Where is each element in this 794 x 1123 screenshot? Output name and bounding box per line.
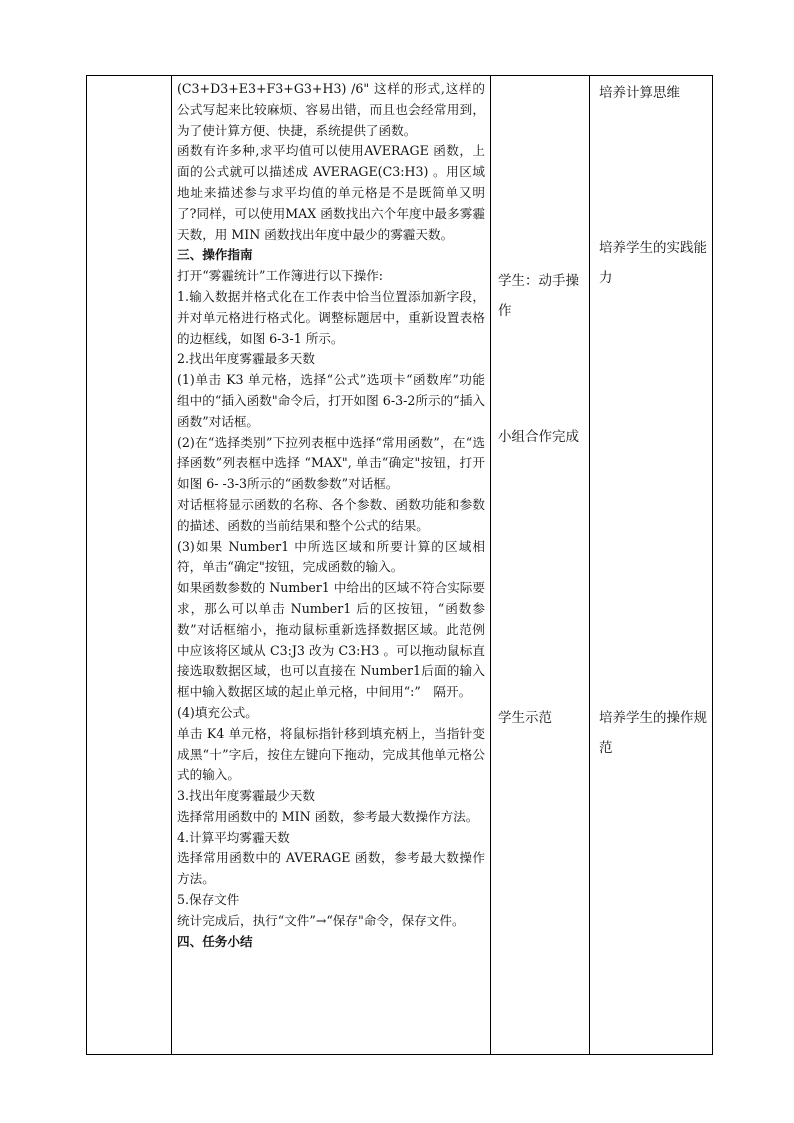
design-intent-column <box>590 76 712 1054</box>
paragraph: 2.找出年度雾霾最多天数 <box>177 351 315 367</box>
paragraph: (4)填充公式。 <box>177 704 258 720</box>
intent-operation-standard: 培养学生的操作规范 <box>599 710 707 756</box>
paragraph: 1.输入数据并格式化在工作表中恰当位置添加新字段，并对单元格进行格式化。调整标题居中，重新设置表格的边框线，如图 6-3-1 所示。 <box>177 288 485 346</box>
paragraph: 5.保存文件 <box>177 892 240 908</box>
intent-computational-thinking: 培养计算思维 <box>599 85 680 101</box>
lesson-plan-table <box>86 75 713 1055</box>
activity-hands-on: 学生：动手操作 <box>498 273 579 319</box>
table-row <box>87 76 713 1055</box>
paragraph: (1)单击 K3 单元格，选择“公式”选项卡“函数库”功能组中的“插入函数"命令后，打开如图 6-3-2所示的“插入函数”对话框。 <box>177 372 485 429</box>
paragraph: (C3+D3+E3+F3+G3+H3) /6" 这样的形式,这样的公式写起来比较麻烦、容易出错，而且也会经常用到，为了使计算方便、快捷，系统提供了函数。 <box>177 81 485 138</box>
activity-group-work: 小组合作完成 <box>498 429 579 445</box>
intent-practical-ability: 培养学生的实践能力 <box>599 240 707 286</box>
paragraph: 打开“雾霾统计”工作簿进行以下操作: <box>177 268 384 284</box>
section-heading: 三、操作指南 <box>177 247 253 263</box>
paragraph: (3)如果 Number1 中所选区域和所要计算的区域相符，单击“确定"按钮，完成函数的输入。 <box>177 538 485 575</box>
student-activity-column <box>491 76 589 1054</box>
paragraph: 选择常用函数中的 MIN 函数，参考最大数操作方法。 <box>177 808 479 824</box>
paragraph: 统计完成后，执行“文件”→“保存"命令，保存文件。 <box>177 912 465 928</box>
paragraph: (2)在“选择类别”下拉列表框中选择“常用函数”，在“选择函数”列表框中选择 “MAX", 单击“确定"按钮，打开如图 6- -3-3所示的“函数参数”对话框。 <box>177 434 485 492</box>
paragraph: 对话框将显示函数的名称、各个参数、函数功能和参数的描述、函数的当前结果和整个公式的结果。 <box>177 496 485 533</box>
blank-cell <box>87 76 172 1055</box>
paragraph: 4.计算平均雾霾天数 <box>177 829 290 845</box>
paragraph: 选择常用函数中的 AVERAGE 函数，参考最大数操作方法。 <box>177 850 485 887</box>
section-heading: 四、任务小结 <box>177 933 253 949</box>
paragraph: 函数有许多种,求平均值可以使用AVERAGE 函数，上面的公式就可以描述成 AVERAGE(C3:H3) 。用区域地址来描述参与求平均值的单元格是不是既简单又明了?同样，可以使用MAX 函数找出六个年度中最多雾霾天数，用 MIN 函数找出年度中最少的雾霾天数。 <box>177 143 485 242</box>
paragraph: 如果函数参数的 Number1 中给出的区域不符合实际要求，那么可以单击 Number1 后的区按钮，“函数参数”对话框缩小，拖动鼠标重新选择数据区域。此范例中应该将区域从 C3:J3 改为 C3:H3 。可以拖动鼠标直接选取数据区域，也可以直接在 Number1后面的输入框中输入数据区域的起止单元格，中间用“:” 隔开。 <box>177 580 485 700</box>
activity-demo: 学生示范 <box>498 710 552 726</box>
teaching-content-text <box>172 76 490 952</box>
paragraph: 3.找出年度雾霾最少天数 <box>177 788 315 804</box>
student-activity-cell <box>491 76 590 1055</box>
teaching-content-cell <box>172 76 491 1055</box>
paragraph: 单击 K4 单元格，将鼠标指针移到填充柄上，当指针变成黑“十”字后，按住左键向下拖动，完成其他单元格公式的输入。 <box>177 725 485 783</box>
design-intent-cell <box>590 76 713 1055</box>
